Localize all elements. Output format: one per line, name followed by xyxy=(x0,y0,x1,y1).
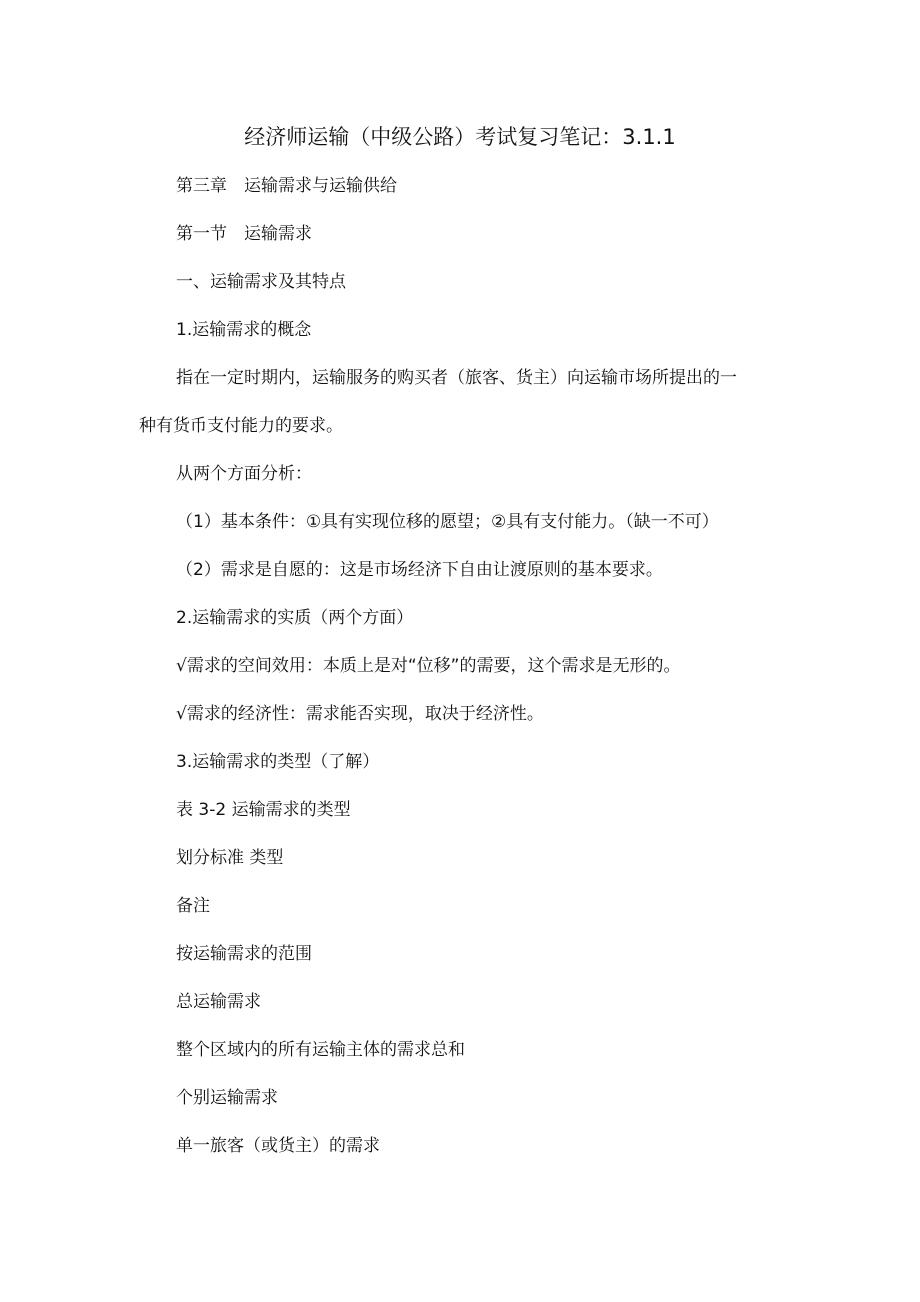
essence-heading: 2.运输需求的实质（两个方面） xyxy=(176,608,414,628)
document-title: 经济师运输（中级公路）考试复习笔记：3.1.1 xyxy=(244,125,676,149)
section-heading: 第一节 运输需求 xyxy=(176,224,312,244)
definition-paragraph-line-1: 指在一定时期内，运输服务的购买者（旅客、货主）向运输市场所提出的一 xyxy=(176,368,737,388)
table-caption: 表 3-2 运输需求的类型 xyxy=(176,800,351,820)
subsection-heading: 一、运输需求及其特点 xyxy=(176,272,346,292)
definition-paragraph-line-2: 种有货币支付能力的要求。 xyxy=(139,416,343,436)
types-heading: 3.运输需求的类型（了解） xyxy=(176,752,380,772)
analysis-item-1: （1）基本条件：①具有实现位移的愿望；②具有支付能力。（缺一不可） xyxy=(176,512,719,532)
analysis-item-2: （2）需求是自愿的：这是市场经济下自由让渡原则的基本要求。 xyxy=(176,560,663,580)
essence-item-1: √需求的空间效用：本质上是对“位移”的需要，这个需求是无形的。 xyxy=(176,656,681,676)
chapter-heading: 第三章 运输需求与运输供给 xyxy=(176,176,397,196)
concept-heading: 1.运输需求的概念 xyxy=(176,320,312,340)
table-header-criterion-type: 划分标准 类型 xyxy=(176,848,284,868)
table-row-criterion: 按运输需求的范围 xyxy=(176,944,312,964)
table-row-type-1: 总运输需求 xyxy=(176,992,261,1012)
table-row-note-1: 整个区域内的所有运输主体的需求总和 xyxy=(176,1040,465,1060)
table-row-type-2: 个别运输需求 xyxy=(176,1088,278,1108)
essence-item-2: √需求的经济性：需求能否实现，取决于经济性。 xyxy=(176,704,544,724)
analysis-intro: 从两个方面分析： xyxy=(176,464,312,484)
table-header-note: 备注 xyxy=(176,896,210,916)
table-row-note-2: 单一旅客（或货主）的需求 xyxy=(176,1136,380,1156)
